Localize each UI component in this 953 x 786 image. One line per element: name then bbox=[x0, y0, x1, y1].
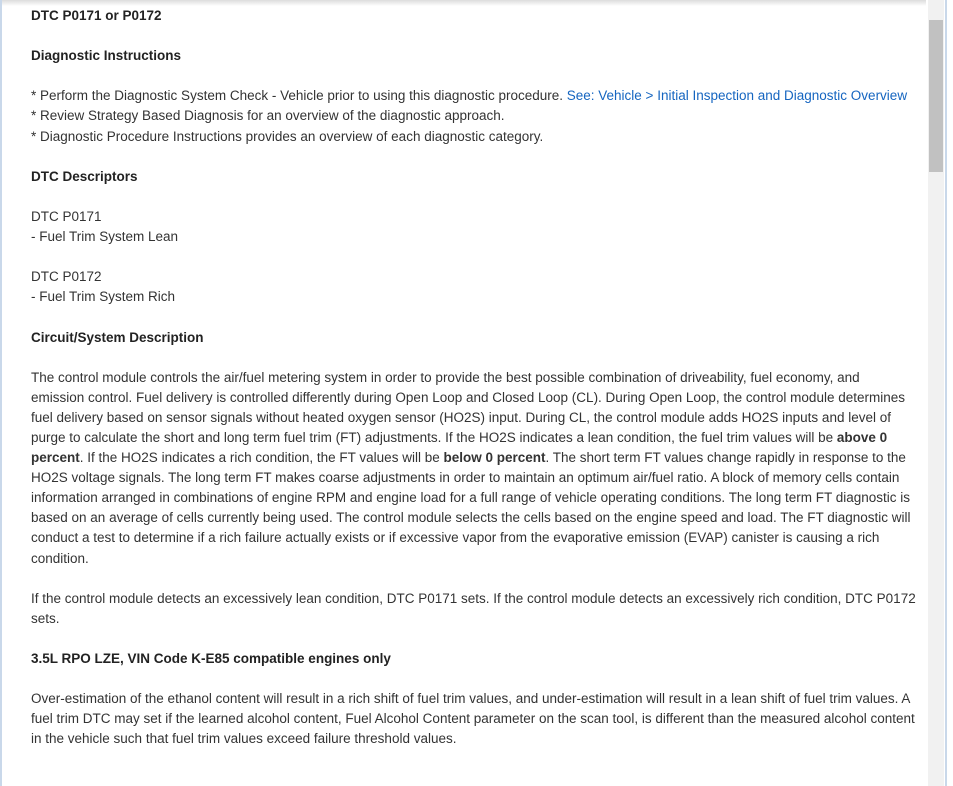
dtc-set-condition-paragraph: If the control module detects an excessively lean condition, DTC P0171 sets. If the control module detects an excessively rich condition, DTC P0172 sets. bbox=[31, 590, 916, 626]
circuit-text-part-3: . The short term FT values change rapidly in response to the HO2S voltage signals. The long term FT makes coarse adjustments in order to maintain an optimum air/fuel ratio. A block of memory cells contain information arranged in combinations of engine RPM and engine load for a full range of vehicle operating conditions. The long term FT diagnostic is based on an average of cells currently being used. The control module selects the cells based on the engine speed and load. The FT diagnostic will conduct a test to determine if a rich failure actually exists or if excessive vapor from the evaporative emission (EVAP) canister is causing a rich condition. bbox=[31, 450, 911, 566]
dtc-p0172-code: DTC P0172 bbox=[31, 269, 102, 285]
below-zero-emphasis: below 0 percent bbox=[443, 450, 546, 466]
circuit-description-paragraph bbox=[31, 368, 916, 569]
inspection-overview-link[interactable]: See: Vehicle > Initial Inspection and Diagnostic Overview bbox=[566, 88, 908, 104]
engine-section-heading: 3.5L RPO LZE, VIN Code K-E85 compatible engines only bbox=[31, 651, 391, 666]
vertical-scrollbar[interactable] bbox=[928, 0, 944, 786]
dtc-p0171-code: DTC P0171 bbox=[31, 208, 102, 224]
instruction-1-text: * Perform the Diagnostic System Check - Vehicle prior to using this diagnostic procedure. bbox=[31, 88, 567, 104]
instruction-item-3: * Diagnostic Procedure Instructions provides an overview of each diagnostic category. bbox=[31, 128, 544, 144]
instruction-item-1 bbox=[31, 86, 916, 106]
dtc-descriptors-heading: DTC Descriptors bbox=[31, 168, 138, 184]
instruction-item-2: * Review Strategy Based Diagnosis for an overview of the diagnostic approach. bbox=[31, 108, 505, 124]
left-border bbox=[0, 0, 2, 786]
ethanol-estimation-paragraph: Over-estimation of the ethanol content will result in a rich shift of fuel trim values, and under-estimation will result in a lean shift of fuel trim values. A fuel trim DTC may set if the learned alcohol content, Fuel Alcohol Content parameter on the scan tool, is different than the measured alcohol content in the vehicle such that fuel trim values exceed failure threshold values. bbox=[31, 691, 915, 747]
circuit-description-heading: Circuit/System Description bbox=[31, 329, 204, 345]
right-border bbox=[945, 0, 947, 786]
dtc-p0171-description: - Fuel Trim System Lean bbox=[31, 229, 179, 245]
dtc-p0172-description: - Fuel Trim System Rich bbox=[31, 289, 176, 305]
circuit-text-part-1: The control module controls the air/fuel metering system in order to provide the best possible combination of driveability, fuel economy, and emission control. Fuel delivery is controlled differently during Open Loop and Closed Loop (CL). During Open Loop, the control module determines fuel delivery based on sensor signals without heated oxygen sensor (HO2S) input. During CL, the control module adds HO2S inputs and level of purge to calculate the short and long term fuel trim (FT) adjustments. If the HO2S indicates a lean condition, the fuel trim values will be bbox=[31, 369, 905, 445]
above-zero-emphasis: above 0 percent bbox=[31, 429, 888, 466]
scrollbar-thumb[interactable] bbox=[929, 20, 943, 172]
document-content bbox=[31, 6, 916, 749]
circuit-text-part-2: . If the HO2S indicates a rich condition, the FT values will be bbox=[79, 450, 444, 466]
diagnostic-instructions-heading: Diagnostic Instructions bbox=[31, 48, 182, 64]
document-title: DTC P0171 or P0172 bbox=[31, 8, 162, 23]
